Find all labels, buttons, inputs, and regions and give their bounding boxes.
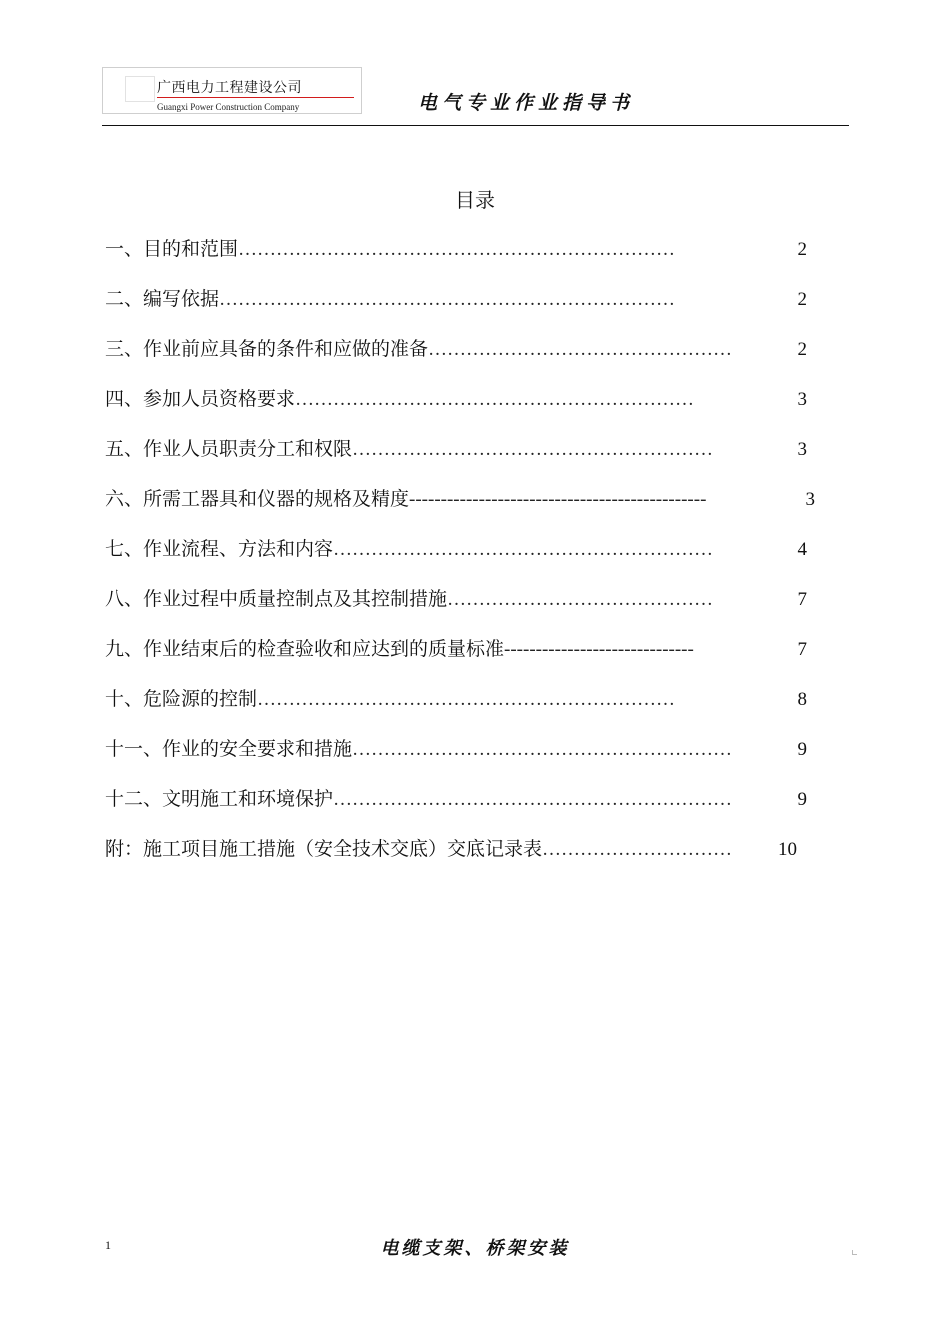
toc-item-page: 2 xyxy=(797,239,807,260)
toc-item-leader: …………………………………………………… xyxy=(333,539,714,560)
toc-item-10[interactable] xyxy=(105,684,807,712)
toc-item-3[interactable] xyxy=(105,334,807,362)
toc-item-8[interactable] xyxy=(105,584,807,612)
toc-item-1[interactable] xyxy=(105,234,807,262)
toc-item-leader: …………………………………… xyxy=(447,589,714,610)
toc-item-label: 一、目的和范围 xyxy=(105,238,239,260)
footer-title: 电缆支架、桥架安装 xyxy=(380,1238,570,1259)
toc-item-leader: ……………………………………………………… xyxy=(295,389,695,410)
page-number: 1 xyxy=(105,1238,111,1252)
toc-item-page: 8 xyxy=(797,689,807,710)
toc-item-page: 4 xyxy=(797,539,807,560)
toc-item-label: 十、危险源的控制 xyxy=(105,688,258,710)
toc-item-page: 3 xyxy=(797,389,807,410)
toc-item-label: 七、作业流程、方法和内容 xyxy=(105,538,334,560)
toc-item-leader: ……………………………………………………… xyxy=(333,789,733,810)
logo-emblem xyxy=(125,76,155,102)
logo-underline xyxy=(157,97,354,98)
header-divider xyxy=(102,125,849,126)
toc-item-leader: ………………………… xyxy=(542,839,733,860)
document-header-title: 电气专业作业指导书 xyxy=(418,92,635,114)
toc-item-label: 六、所需工器具和仪器的规格及精度 xyxy=(105,488,410,510)
company-name-en: Guangxi Power Construction Company xyxy=(157,102,300,112)
toc-item-label: 十二、文明施工和环境保护 xyxy=(105,788,334,810)
toc-item-leader: ------------------------------ xyxy=(504,639,694,660)
toc-item-label: 四、参加人员资格要求 xyxy=(105,388,296,410)
toc-item-leader: ………………………………………… xyxy=(428,339,733,360)
toc-item-label: 附：施工项目施工措施（安全技术交底）交底记录表 xyxy=(105,838,543,860)
toc-item-label: 九、作业结束后的检查验收和应达到的质量标准 xyxy=(105,638,505,660)
toc-item-11[interactable] xyxy=(105,734,807,762)
toc-item-5[interactable] xyxy=(105,434,807,462)
toc-item-label: 五、作业人员职责分工和权限 xyxy=(105,438,353,460)
toc-item-4[interactable] xyxy=(105,384,807,412)
toc-item-leader: ……………………………………………………………… xyxy=(219,289,676,310)
toc-item-leader: …………………………………………………… xyxy=(352,739,733,760)
corner-mark xyxy=(852,1250,857,1255)
toc-item-9[interactable] xyxy=(105,634,807,662)
toc-item-leader: ………………………………………………… xyxy=(352,439,714,460)
toc-item-page: 10 xyxy=(778,839,797,860)
toc-item-leader: ………………………………………………………… xyxy=(257,689,676,710)
toc-item-leader: ----------------------------------------------- xyxy=(409,489,707,510)
toc-item-2[interactable] xyxy=(105,284,807,312)
toc-item-page: 2 xyxy=(797,339,807,360)
toc-item-page: 3 xyxy=(805,489,815,510)
toc-title: 目录 xyxy=(455,188,495,212)
toc-item-12[interactable] xyxy=(105,784,807,812)
toc-item-leader: …………………………………………………………… xyxy=(238,239,676,260)
toc-item-page: 2 xyxy=(797,289,807,310)
toc-item-label: 八、作业过程中质量控制点及其控制措施 xyxy=(105,588,448,610)
toc-item-page: 3 xyxy=(797,439,807,460)
toc-item-page: 7 xyxy=(797,639,807,660)
toc-item-label: 二、编写依据 xyxy=(105,288,220,310)
toc-item-appendix[interactable] xyxy=(105,834,797,862)
toc-item-label: 十一、作业的安全要求和措施 xyxy=(105,738,353,760)
toc-item-page: 7 xyxy=(797,589,807,610)
toc-item-page: 9 xyxy=(797,789,807,810)
toc-item-6[interactable] xyxy=(105,484,815,512)
toc-item-page: 9 xyxy=(797,739,807,760)
toc-item-7[interactable] xyxy=(105,534,807,562)
toc-item-label: 三、作业前应具备的条件和应做的准备 xyxy=(105,338,429,360)
company-name-cn: 广西电力工程建设公司 xyxy=(157,80,302,96)
company-logo xyxy=(102,67,362,114)
